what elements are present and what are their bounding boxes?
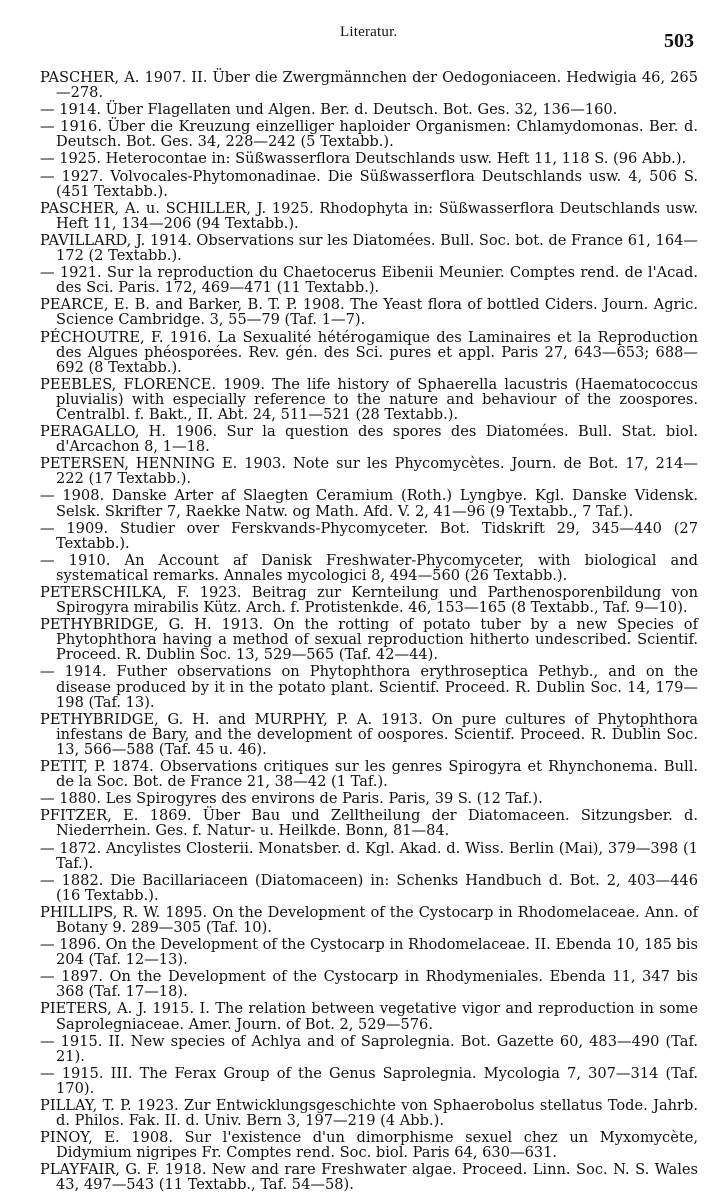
bibliography-entry: — 1872. Ancylistes Closterii. Monatsber. d. Kgl. Akad. d. Wiss. Berlin (Mai), 379—398 (1 Taf.). xyxy=(40,839,698,872)
bibliography-entry: — 1916. Über die Kreuzung einzelliger haploider Organismen: Chlamydomonas. Ber. d. Deutsch. Bot. Ges. 34, 228—242 (5 Textabb.). xyxy=(40,118,698,151)
bibliography-entry: — 1909. Studier over Ferskvands-Phycomyceter. Bot. Tidskrift 29, 345—440 (27 Textabb.). xyxy=(40,519,698,552)
bibliography-entry: PETERSEN, HENNING E. 1903. Note sur les Phycomycètes. Journ. de Bot. 17, 214—222 (17 Textabb.). xyxy=(40,455,698,488)
bibliography-entry: — 1925. Heterocontae in: Süßwasserflora Deutschlands usw. Heft 11, 118 S. (96 Abb.). xyxy=(40,150,687,168)
bibliography-entry: — 1915. II. New species of Achlya and of Saprolegnia. Bot. Gazette 60, 483—490 (Taf. 21). xyxy=(40,1032,698,1065)
bibliography-entry: PFITZER, E. 1869. Über Bau und Zelltheilung der Diatomaceen. Sitzungsber. d. Niederrhein. Ges. f. Natur- u. Heilkde. Bonn, 81—84. xyxy=(40,807,698,840)
bibliography-entry: — 1927. Volvocales-Phytomonadinae. Die Süßwasserflora Deutschlands usw. 4, 506 S. (451 Textabb.). xyxy=(40,167,698,200)
bibliography-entry: PIETERS, A. J. 1915. I. The relation between vegetative vigor and reproduction in some Saprolegniaceae. Amer. Journ. of Bot. 2, 529—576. xyxy=(40,1000,698,1033)
bibliography-entry: PÉCHOUTRE, F. 1916. La Sexualité hétérogamique des Laminaires et la Reproduction des Algues phéosporées. Rev. gén. des Sci. pures et appl. Paris 27, 643—653; 688—692 (8 Textabb.). xyxy=(40,328,698,376)
bibliography-entry: PLAYFAIR, G. F. 1918. New and rare Freshwater algae. Proceed. Linn. Soc. N. S. Wales 43, 497—543 (11 Textabb., Taf. 54—58). xyxy=(40,1161,698,1194)
bibliography-list xyxy=(40,70,698,1193)
page-header xyxy=(40,22,698,58)
bibliography-entry: — 1914. Futher observations on Phytophthora erythroseptica Pethyb., and on the disease produced by it in the potato plant. Scientif. Proceed. R. Dublin Soc. 14, 179—198 (Taf. 13). xyxy=(40,663,698,711)
bibliography-entry: PINOY, E. 1908. Sur l'existence d'un dimorphisme sexuel chez un Myxomycète, Didymium nigripes Fr. Comptes rend. Soc. biol. Paris 64, 630—631. xyxy=(40,1129,698,1162)
bibliography-entry: PEARCE, E. B. and Barker, B. T. P. 1908. The Yeast flora of bottled Ciders. Journ. Agric. Science Cambridge. 3, 55—79 (Taf. 1—7). xyxy=(40,296,698,329)
bibliography-entry: — 1896. On the Development of the Cystocarp in Rhodomelaceae. II. Ebenda 10, 185 bis 204 (Taf. 12—13). xyxy=(40,936,698,969)
bibliography-entry: PETHYBRIDGE, G. H. and MURPHY, P. A. 1913. On pure cultures of Phytophthora infestans de Bary, and the development of oospores. Scientif. Proceed. R. Dublin Soc. 13, 566—588 (Taf. 45 u. 46). xyxy=(40,710,698,758)
bibliography-entry: PASCHER, A. 1907. II. Über die Zwergmännchen der Oedogoniaceen. Hedwigia 46, 265—278. xyxy=(40,69,698,102)
bibliography-entry: — 1910. An Account af Danisk Freshwater-Phycomyceter, with biological and systematical remarks. Annales mycologici 8, 494—560 (26 Textabb.). xyxy=(40,551,698,584)
bibliography-entry: — 1880. Les Spirogyres des environs de Paris. Paris, 39 S. (12 Taf.). xyxy=(40,790,543,808)
bibliography-entry: — 1897. On the Development of the Cystocarp in Rhodymeniales. Ebenda 11, 347 bis 368 (Taf. 17—18). xyxy=(40,968,698,1001)
bibliography-entry: PETHYBRIDGE, G. H. 1913. On the rotting of potato tuber by a new Species of Phytophthora having a method of sexual reproduction hitherto undescribed. Scientif. Proceed. R. Dublin Soc. 13, 529—565 (Taf. 42—44). xyxy=(40,616,698,664)
bibliography-entry: PASCHER, A. u. SCHILLER, J. 1925. Rhodophyta in: Süßwasserflora Deutschlands usw. Heft 11, 134—206 (94 Textabb.). xyxy=(40,199,698,232)
bibliography-entry: PERAGALLO, H. 1906. Sur la question des spores des Diatomées. Bull. Stat. biol. d'Arcachon 8, 1—18. xyxy=(40,423,698,456)
bibliography-entry: PHILLIPS, R. W. 1895. On the Development of the Cystocarp in Rhodomelaceae. Ann. of Botany 9. 289—305 (Taf. 10). xyxy=(40,903,698,936)
bibliography-entry: — 1882. Die Bacillariaceen (Diatomaceen) in: Schenks Handbuch d. Bot. 2, 403—446 (16 Textabb.). xyxy=(40,871,698,904)
bibliography-entry: PETIT, P. 1874. Observations critiques sur les genres Spirogyra et Rhynchonema. Bull. de la Soc. Bot. de France 21, 38—42 (1 Taf.). xyxy=(40,758,698,791)
bibliography-entry: PILLAY, T. P. 1923. Zur Entwicklungsgeschichte von Sphaerobolus stellatus Tode. Jahrb. d. Philos. Fak. II. d. Univ. Bern 3, 197—219 (4 Abb.). xyxy=(40,1097,698,1130)
bibliography-entry: PEEBLES, FLORENCE. 1909. The life history of Sphaerella lacustris (Haematococcus pluvialis) with especially reference to the nature and behaviour of the zoospores. Centralbl. f. Bakt., II. Abt. 24, 511—521 (28 Textabb.). xyxy=(40,375,698,423)
bibliography-entry: PETERSCHILKA, F. 1923. Beitrag zur Kernteilung und Parthenosporenbildung von Spirogyra mirabilis Kütz. Arch. f. Protistenkde. 46, 153—165 (8 Textabb., Taf. 9—10). xyxy=(40,584,698,617)
bibliography-entry: — 1921. Sur la reproduction du Chaetocerus Eibenii Meunier. Comptes rend. de l'Acad. des Sci. Paris. 172, 469—471 (11 Textabb.). xyxy=(40,264,698,297)
bibliography-entry: — 1908. Danske Arter af Slaegten Ceramium (Roth.) Lyngbye. Kgl. Danske Vidensk. Selsk. Skrifter 7, Raekke Natw. og Math. Afd. V. 2, 41—96 (9 Textabb., 7 Taf.). xyxy=(40,487,698,520)
bibliography-entry: PAVILLARD, J. 1914. Observations sur les Diatomées. Bull. Soc. bot. de France 61, 164—172 (2 Textabb.). xyxy=(40,231,698,265)
bibliography-entry: — 1915. III. The Ferax Group of the Genus Saprolegnia. Mycologia 7, 307—314 (Taf. 170). xyxy=(40,1064,698,1097)
bibliography-entry: — 1914. Über Flagellaten und Algen. Ber. d. Deutsch. Bot. Ges. 32, 136—160. xyxy=(40,101,618,119)
running-title: Literatur. xyxy=(340,24,398,40)
page-number: 503 xyxy=(664,30,694,52)
